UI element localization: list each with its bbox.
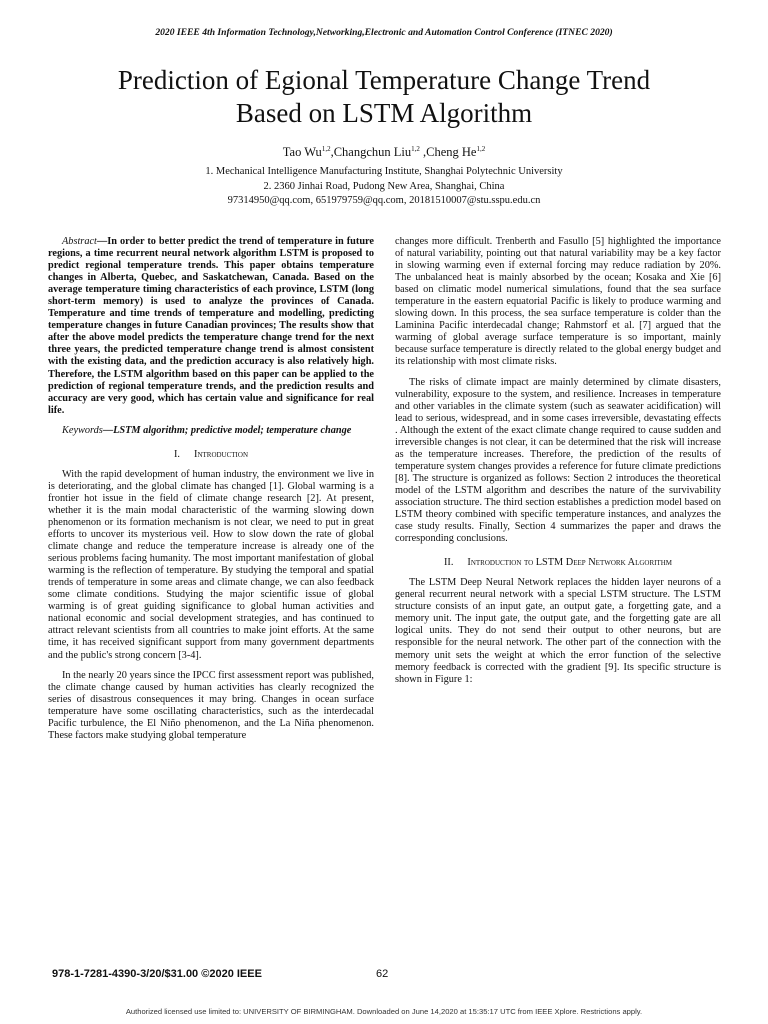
author-affiliation-mark: 1,2 (321, 145, 331, 153)
abstract (48, 236, 374, 417)
author-separator: , (419, 145, 427, 160)
body-paragraph: The LSTM Deep Neural Network replaces the hidden layer neurons of a general recurrent neural network with a special LSTM structure. The LSTM structure consists of an input gate, an output gate, a forgetting gate, and a memory unit. The input gate, the output gate, and the forgetting gate are all logical units. They do not send their output to other neurons, but are responsible for the neural network. The other part of the connection with the memory unit sets the weight at which the error function of the selective memory feedback is corrected with the gradient [9]. Its specific structure is shown in Figure 1: (395, 577, 721, 685)
section-number: II. (443, 557, 454, 569)
author-name: Changchun Liu (333, 145, 412, 160)
conference-header: 2020 IEEE 4th Information Technology,Networking,Electronic and Automation Control Conference (ITNEC 2020) (155, 27, 613, 38)
right-column (395, 236, 721, 694)
author-name: Cheng He (426, 145, 477, 160)
keywords (48, 425, 374, 437)
keywords-label: Keywords (62, 424, 103, 436)
author-affiliation-mark: 1,2 (411, 145, 420, 153)
author-emails: 97314950@qq.com, 651979759@qq.com, 20181510007@stu.sspu.edu.cn (227, 195, 541, 206)
keywords-text: LSTM algorithm; predictive model; temperature change (113, 424, 352, 436)
paper-title (40, 64, 728, 130)
title-line-2: Based on LSTM Algorithm (235, 98, 533, 128)
author-affiliation-mark: 1,2 (476, 145, 486, 153)
body-paragraph-continued: changes more difficult. Trenberth and Fasullo [5] highlighted the importance of natural variability, pointing out that natural variability may be a key factor in slowing warming even if external forcing may reduce radiation by 20%. The unbalanced heat is mainly absorbed by the ocean; Kosaka and Xie [6] based on climatic model numerical simulations, found that the sea surface temperature in the eastern equatorial Pacific is likely to produce warming and slowing down. In this process, the sea surface temperature is colder than the Laminina Pacific interdecadal change; Rahmstorf et al. [7] argued that the warming of global average surface temperature is so important, mainly because surface temperature is directly related to the global energy budget and its relationship with most climate risks. (395, 236, 721, 368)
author-name: Tao Wu (282, 145, 322, 160)
section-title: Introduction to LSTM Deep Network Algorithm (467, 557, 673, 569)
author-separator: , (330, 145, 334, 160)
footer-isbn: 978-1-7281-4390-3/20/$31.00 ©2020 IEEE (52, 968, 262, 980)
left-column (48, 236, 374, 750)
affiliation-1: 1. Mechanical Intelligence Manufacturing Institute, Shanghai Polytechnic University (205, 166, 563, 177)
section-title: Introduction (194, 448, 248, 460)
section-heading-lstm (395, 557, 721, 569)
section-heading-introduction (48, 449, 374, 461)
page-number: 62 (376, 968, 389, 980)
abstract-label: Abstract (62, 236, 97, 247)
author-list (0, 145, 768, 160)
title-line-1: Prediction of Egional Temperature Change Trend (117, 65, 651, 95)
abstract-text: In order to better predict the trend of temperature in future regions, a time recurrent neural network algorithm LSTM is proposed to predict regional temperature trends. This paper obtains temperature changes in Alberta, Quebec, and Saskatchewan, Canada. Based on the average temperature timing characteristics of each province, LSTM (long short-term memory) is used to analyze the provinces of Canada. Temperature and time trends of temperature and modelling, predicting temperature changes in future Canadian provinces; The results show that after the above model predicts the temperature change trend for the next three years, the predicted temperature change trend is almost consistent with the existing data, and the prediction accuracy is also relatively high. Therefore, the LSTM algorithm based on this paper can be applied to the prediction of regional temperature trends, and the prediction results and accuracy are very good, which has certain value and significance for real life. (48, 236, 374, 416)
license-notice: Authorized licensed use limited to: UNIVERSITY OF BIRMINGHAM. Downloaded on June 14,2020 at 15:35:17 UTC from IEEE Xplore. Restrictions apply. (125, 1007, 643, 1016)
section-number: I. (174, 448, 181, 460)
body-paragraph: With the rapid development of human industry, the environment we live in is deteriorating, and the global climate has changed [1]. Global warming is a frontier hot issue in the field of climate change research [2]. At present, whether it is the main modal characteristic of the warming slowing down phenomenon or its formation mechanism is not clear, we need to put in great efforts to uncover its mysterious veil. How to slow down the rate of global climate change and reduce the temperature increase is already one of the serious problems facing humanity. The most important manifestation of global warming is the reflection of temperature. By studying the temporal and spatial trends of temperature in some areas and climate change, we can also feedback some climate conditions. Studying the major scientific issue of global warming is of great guiding significance to global human activities and national economic and social development strategies, and has continued to attract relevant scientists from all countries to make joint efforts. At the same time, it has received significant support from many government departments and the public's strong concern [3-4]. (48, 468, 374, 661)
body-paragraph: The risks of climate impact are mainly determined by climate disasters, vulnerability, exposure to the system, and resilience. Increases in temperature and other variables in the climate system (such as seawater acidification) will lead to serious, widespread, and in some cases irreversible, devastating effects . Although the extent of the exact climate change required to cause sudden and irreversible changes is not clear, it can be determined that the risk will increase as the temperature increases. Therefore, the prediction of the results of temperature system changes provides a reference for future climate predictions [8]. The structure is organized as follows: Section 2 introduces the theoretical model of the LSTM algorithm and describes the nature of the survivability association structure. The third section establishes a prediction model based on LSTM theory combined with specific temperature instances, and analyzes the case study results. Finally, Section 4 summarizes the paper and draws the corresponding conclusions. (395, 376, 721, 545)
keywords-dash: — (102, 424, 114, 436)
body-paragraph: In the nearly 20 years since the IPCC first assessment report was published, the climate change caused by human activities has clearly recognized the series of disastrous consequences it may bring. Changes in ocean surface temperature have some oscillating characteristics, such as the interdecadal Pacific turbulence, the El Niño phenomenon, and the La Niña phenomenon. These factors make studying global temperature (48, 669, 374, 741)
affiliation-2: 2. 2360 Jinhai Road, Pudong New Area, Shanghai, China (263, 181, 505, 192)
abstract-dash: — (96, 236, 108, 247)
